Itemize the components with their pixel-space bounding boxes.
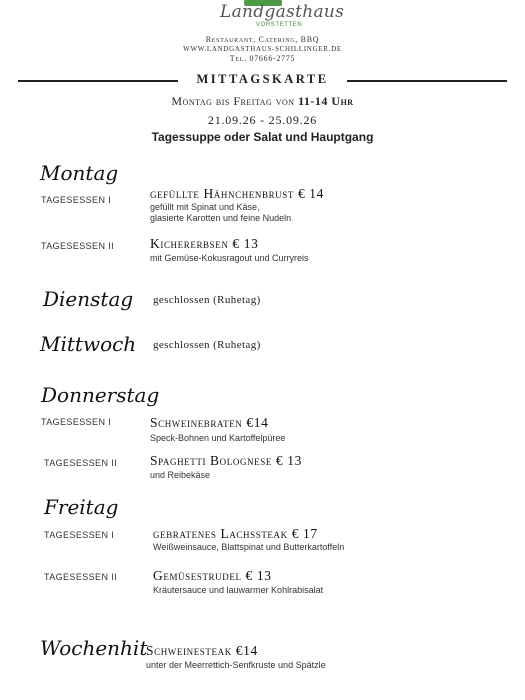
wochenhit-desc: unter der Meerrettich-Senfkruste und Spätzle bbox=[146, 660, 326, 670]
restaurant-logo bbox=[210, 2, 345, 32]
day-wochenhit: Wochenhit bbox=[40, 636, 148, 660]
donnerstag-desc-i: Speck-Bohnen und Kartoffelpüree bbox=[150, 433, 286, 443]
menu-subtitle: Tagessuppe oder Salat und Hauptgang bbox=[151, 130, 374, 144]
menu-title-text: MITTAGSKARTE bbox=[190, 72, 334, 86]
montag-desc-i-2: glasierte Karotten und feine Nudeln bbox=[150, 213, 292, 223]
freitag-label-i: TAGESESSEN I bbox=[44, 530, 115, 540]
day-mittwoch: Mittwoch bbox=[40, 332, 137, 356]
montag-desc-ii: mit Gemüse-Kokusragout und Curryreis bbox=[150, 253, 309, 263]
wochenhit-dish: Schweinesteak €14 bbox=[146, 643, 258, 658]
menu-dates: 21.09.26 - 25.09.26 bbox=[207, 113, 318, 127]
donnerstag-desc-ii: und Reibekäse bbox=[150, 470, 211, 480]
dienstag-closed: geschlossen (Ruhetag) bbox=[153, 294, 261, 306]
freitag-dish-i: gebratenes Lachssteak € 17 bbox=[153, 526, 318, 541]
header-website: WWW.LANDGASTHAUS-SCHILLINGER.DE bbox=[183, 45, 342, 53]
montag-desc-i-1: gefüllt mit Spinat und Käse, bbox=[150, 202, 260, 212]
mittwoch-closed: geschlossen (Ruhetag) bbox=[153, 339, 261, 351]
logo-text: Landgasthaus bbox=[220, 2, 345, 22]
menu-title bbox=[0, 72, 525, 87]
header-line-services: Restaurant, Catering, BBQ bbox=[205, 35, 320, 44]
donnerstag-dish-i: Schweinebraten €14 bbox=[150, 415, 269, 430]
donnerstag-dish-ii: Spaghetti Bolognese € 13 bbox=[150, 453, 302, 468]
header-phone: Tel. 07666-2775 bbox=[229, 54, 296, 63]
donnerstag-label-ii: TAGESESSEN II bbox=[44, 458, 118, 468]
opening-hours: 11-14 Uhr bbox=[298, 94, 354, 108]
montag-dish-i: gefüllte Hähnchenbrust € 14 bbox=[150, 186, 324, 201]
freitag-desc-ii: Kräutersauce und lauwarmer Kohlrabisalat bbox=[153, 585, 324, 595]
montag-label-ii: TAGESESSEN II bbox=[41, 241, 115, 251]
freitag-dish-ii: Gemüsestrudel € 13 bbox=[153, 568, 272, 583]
freitag-desc-i: Weißweinsauce, Blattspinat und Butterkartoffeln bbox=[153, 542, 345, 552]
montag-label-i: TAGESESSEN I bbox=[41, 195, 112, 205]
freitag-label-ii: TAGESESSEN II bbox=[44, 572, 118, 582]
logo-subtext: VORSTETTEN bbox=[256, 22, 303, 28]
opening-days bbox=[0, 94, 525, 109]
donnerstag-label-i: TAGESESSEN I bbox=[41, 417, 112, 427]
opening-days-text: Montag bis Freitag von bbox=[171, 94, 299, 108]
day-montag: Montag bbox=[40, 161, 119, 185]
montag-dish-ii: Kichererbsen € 13 bbox=[150, 236, 259, 251]
day-freitag: Freitag bbox=[44, 495, 119, 519]
day-donnerstag: Donnerstag bbox=[41, 383, 160, 407]
day-dienstag: Dienstag bbox=[43, 287, 134, 311]
